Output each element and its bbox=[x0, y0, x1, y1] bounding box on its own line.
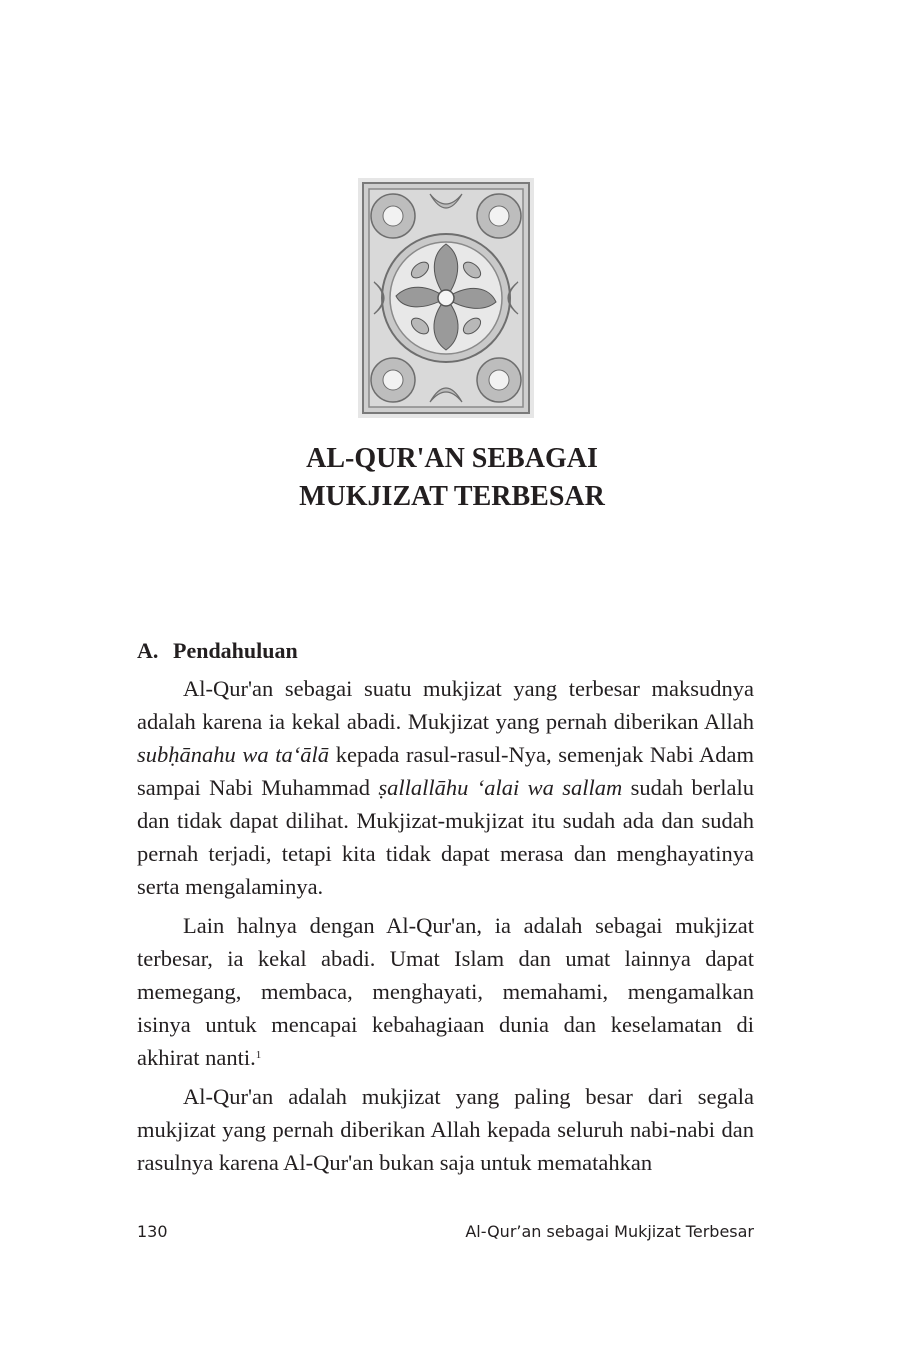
decorative-floral-ornament-icon bbox=[358, 178, 534, 418]
running-head: Al-Qur’an sebagai Mukjizat Terbesar bbox=[465, 1222, 754, 1241]
paragraph-1 bbox=[137, 672, 754, 903]
section-heading bbox=[137, 636, 298, 666]
paragraph-1-italic-1: subḥānahu wa ta‘ālā bbox=[137, 742, 330, 767]
section-title: Pendahuluan bbox=[173, 638, 298, 663]
paragraph-2-text: Lain halnya dengan Al-Qur'an, ia adalah sebagai mukjizat terbesar, ia kekal abadi. Umat Islam dan umat lainnya dapat memegang, membaca, menghayati, memahami, mengamalkan isinya untuk mencapai kebahagiaan dunia dan keselamatan di akhirat nanti. bbox=[137, 913, 754, 1070]
page-footer bbox=[137, 1222, 754, 1246]
paragraph-3-text: Al-Qur'an adalah mukjizat yang paling besar dari segala mukjizat yang pernah diberikan Allah kepada seluruh nabi-nabi dan rasulnya karena Al-Qur'an bukan saja untuk mematahkan bbox=[137, 1084, 754, 1175]
paragraph-1-part-e: sudah berlalu dan tidak dapat dilihat. Mukjizat-mukjizat itu sudah ada dan sudah pernah terjadi, tetapi kita tidak dapat merasa dan menghayatinya serta mengalaminya. bbox=[137, 775, 754, 899]
chapter-title-line-2: MUKJIZAT TERBESAR bbox=[299, 481, 605, 512]
body-text bbox=[137, 672, 754, 1185]
paragraph-2 bbox=[137, 909, 754, 1074]
footnote-marker[interactable]: 1 bbox=[255, 1049, 262, 1061]
chapter-title-line-1: AL-QUR'AN SEBAGAI bbox=[306, 443, 598, 474]
paragraph-1-part-c: kepada rasul-rasul-Nya, semenjak Nabi Adam sampai Nabi Muhammad bbox=[137, 742, 754, 800]
paragraph-3 bbox=[137, 1080, 754, 1179]
chapter-title bbox=[0, 440, 904, 516]
page-number: 130 bbox=[137, 1222, 168, 1241]
paragraph-1-italic-2: ṣallallāhu ‘alai wa sallam bbox=[378, 775, 623, 800]
paragraph-1-part-a: Al-Qur'an sebagai suatu mukjizat yang terbesar maksudnya adalah karena ia kekal abadi. Mukjizat yang pernah diberikan Allah bbox=[137, 676, 754, 734]
section-number: A. bbox=[137, 638, 159, 663]
